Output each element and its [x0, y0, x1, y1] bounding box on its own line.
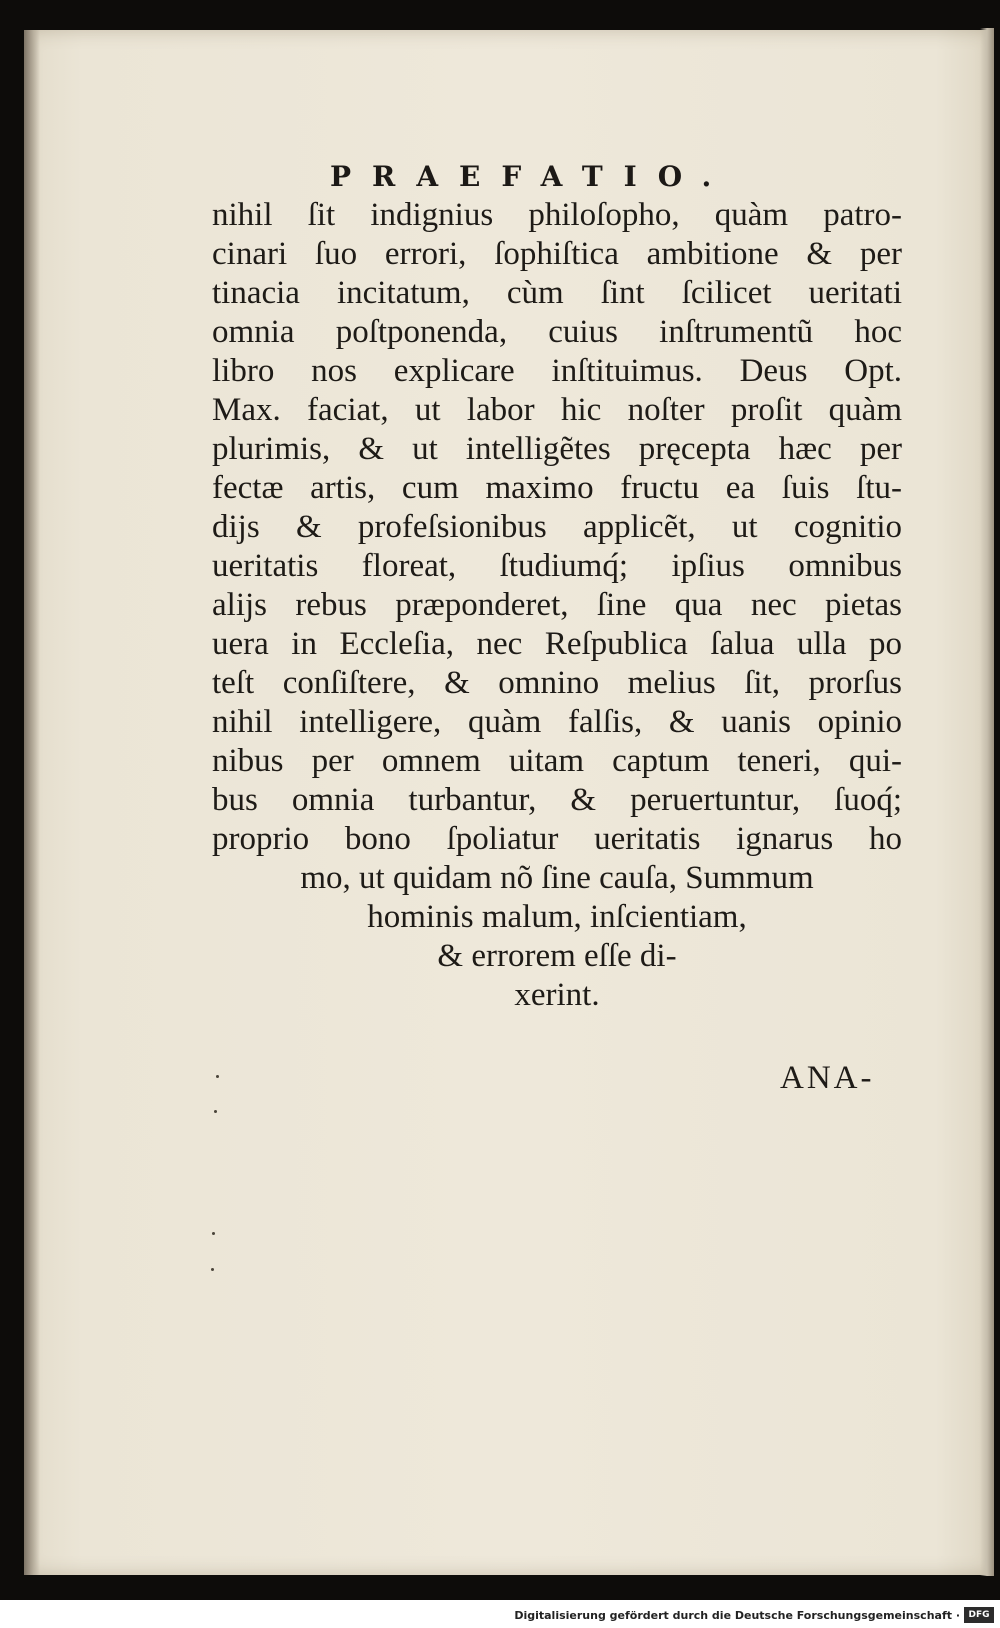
page-right-edge [980, 28, 994, 1576]
catchword: ANA- [780, 1060, 875, 1096]
text-line: alijs rebus præponderet, ſine qua nec pietas [212, 587, 902, 623]
paper-speck [214, 1110, 217, 1113]
text-line: plurimis, & ut intelligẽtes pręcepta hæc per [212, 431, 902, 467]
closing-line: hominis malum, inſcientiam, [367, 899, 747, 935]
text-line: proprio bono ſpoliatur ueritatis ignarus ho [212, 821, 902, 857]
text-line: libro nos explicare inſtituimus. Deus Opt. [212, 353, 902, 389]
text-line: cinari ſuo errori, ſophiſtica ambitione & per [212, 236, 902, 272]
text-line: nihil intelligere, quàm falſis, & uanis opinio [212, 704, 902, 740]
text-line: omnia poſtponenda, cuius inſtrumentũ hoc [212, 314, 902, 350]
dfg-logo-icon: DFG [964, 1607, 994, 1623]
closing-line: xerint. [514, 977, 600, 1013]
text-line: nihil ſit indignius philoſopho, quàm patro- [212, 197, 902, 233]
paper-speck [216, 1075, 219, 1078]
digitization-credit: Digitalisierung gefördert durch die Deutsche Forschungsgemeinschaft · [514, 1609, 960, 1622]
body-text [212, 196, 912, 1015]
text-line: uera in Eccleſia, nec Reſpublica ſalua ulla po [212, 626, 902, 662]
text-line: teſt conſiſtere, & omnino melius ſit, prorſus [212, 665, 902, 701]
text-line: bus omnia turbantur, & peruertuntur, ſuoq́; [212, 782, 902, 818]
text-line: tinacia incitatum, cùm ſint ſcilicet ueritati [212, 275, 902, 311]
text-line: ueritatis floreat, ſtudiumq́; ipſius omnibus [212, 548, 902, 584]
paper-speck [212, 1232, 215, 1235]
text-line: dijs & profeſsionibus applicẽt, ut cognitio [212, 509, 902, 545]
text-line: nibus per omnem uitam captum teneri, qui- [212, 743, 902, 779]
closing-line: mo, ut quidam nõ ſine cauſa, Summum [300, 860, 814, 896]
closing-line: & errorem eſſe di- [437, 938, 677, 974]
text-line: Max. faciat, ut labor hic noſter proſit quàm [212, 392, 902, 428]
page-left-edge [24, 30, 40, 1575]
paper-speck [211, 1268, 214, 1271]
running-head: PRAEFATIO. [330, 160, 733, 193]
text-line: fectæ artis, cum maximo fructu ea ſuis ſtu- [212, 470, 902, 506]
